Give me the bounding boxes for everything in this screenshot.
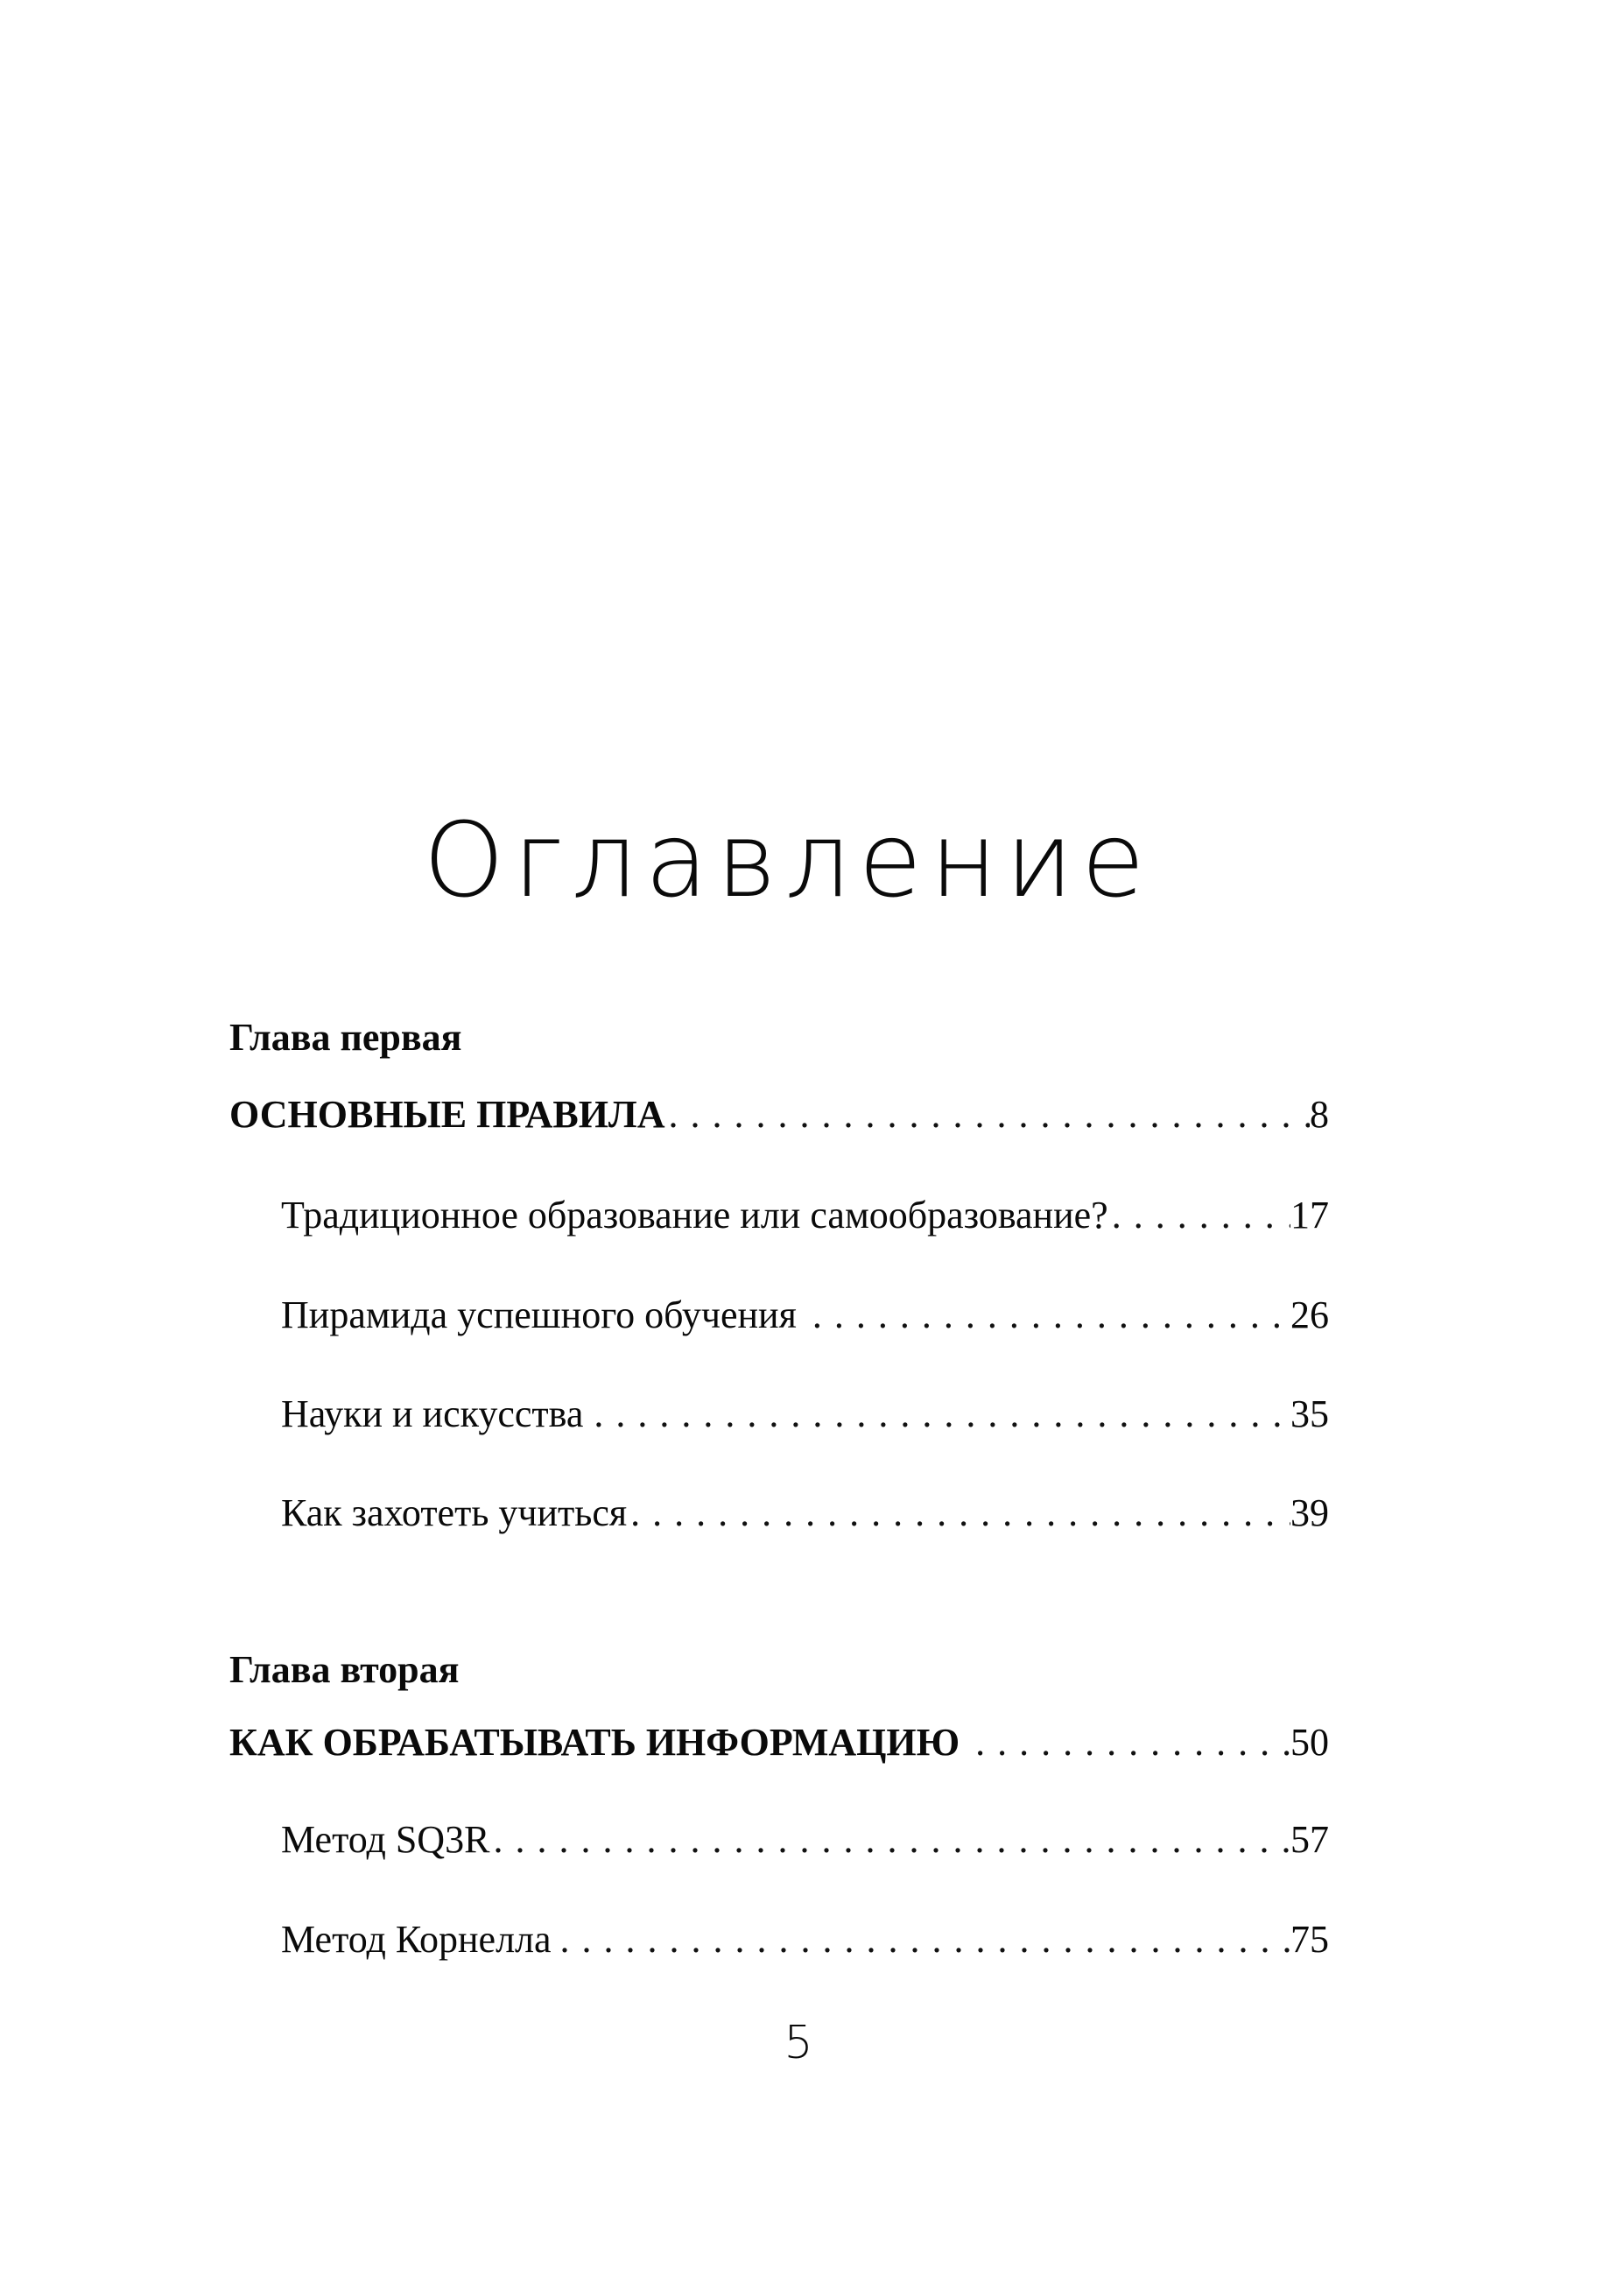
toc-entry[interactable] [281, 1392, 1329, 1436]
toc-title: Оглавление [423, 800, 1153, 920]
entry-title: Науки и искусства [281, 1392, 584, 1435]
chapter-label: Глава первая [229, 1016, 462, 1059]
entry-page-number: 17 [1290, 1194, 1329, 1237]
entry-page-number: 8 [1310, 1093, 1329, 1136]
dot-leader [1108, 1194, 1290, 1237]
entry-page-number: 39 [1290, 1491, 1329, 1534]
entry-title: Как захотеть учиться [281, 1491, 628, 1534]
entry-page-number: 50 [1290, 1721, 1329, 1764]
entry-page-number: 57 [1290, 1818, 1329, 1861]
dot-leader [627, 1491, 1290, 1535]
dot-leader [960, 1721, 1290, 1765]
dot-leader [552, 1918, 1290, 1962]
dot-leader [489, 1818, 1290, 1862]
entry-title: КАК ОБРАБАТЫВАТЬ ИНФОРМАЦИЮ [229, 1721, 960, 1764]
toc-entry[interactable] [281, 1918, 1329, 1962]
dot-leader [797, 1293, 1290, 1337]
toc-entry-chapter-heading[interactable] [229, 1093, 1329, 1137]
entry-title: ОСНОВНЫЕ ПРАВИЛА [229, 1093, 665, 1136]
toc-entry[interactable] [281, 1491, 1329, 1535]
page-number: 5 [784, 2017, 813, 2069]
toc-entry[interactable] [281, 1194, 1329, 1237]
entry-page-number: 35 [1290, 1392, 1329, 1435]
entry-title: Традиционное образование или самообразование? [281, 1194, 1108, 1237]
entry-title: Метод SQ3R [281, 1818, 490, 1861]
entry-title: Метод Корнелла [281, 1918, 552, 1961]
toc-entry[interactable] [281, 1818, 1329, 1862]
toc-entry-chapter-heading[interactable] [229, 1721, 1329, 1765]
entry-title: Пирамида успешного обучения [281, 1293, 797, 1336]
toc-entry[interactable] [281, 1293, 1329, 1337]
dot-leader [665, 1093, 1311, 1137]
entry-page-number: 26 [1290, 1293, 1329, 1336]
entry-page-number: 75 [1290, 1918, 1329, 1961]
chapter-label: Глава вторая [229, 1648, 460, 1691]
dot-leader [583, 1392, 1290, 1436]
